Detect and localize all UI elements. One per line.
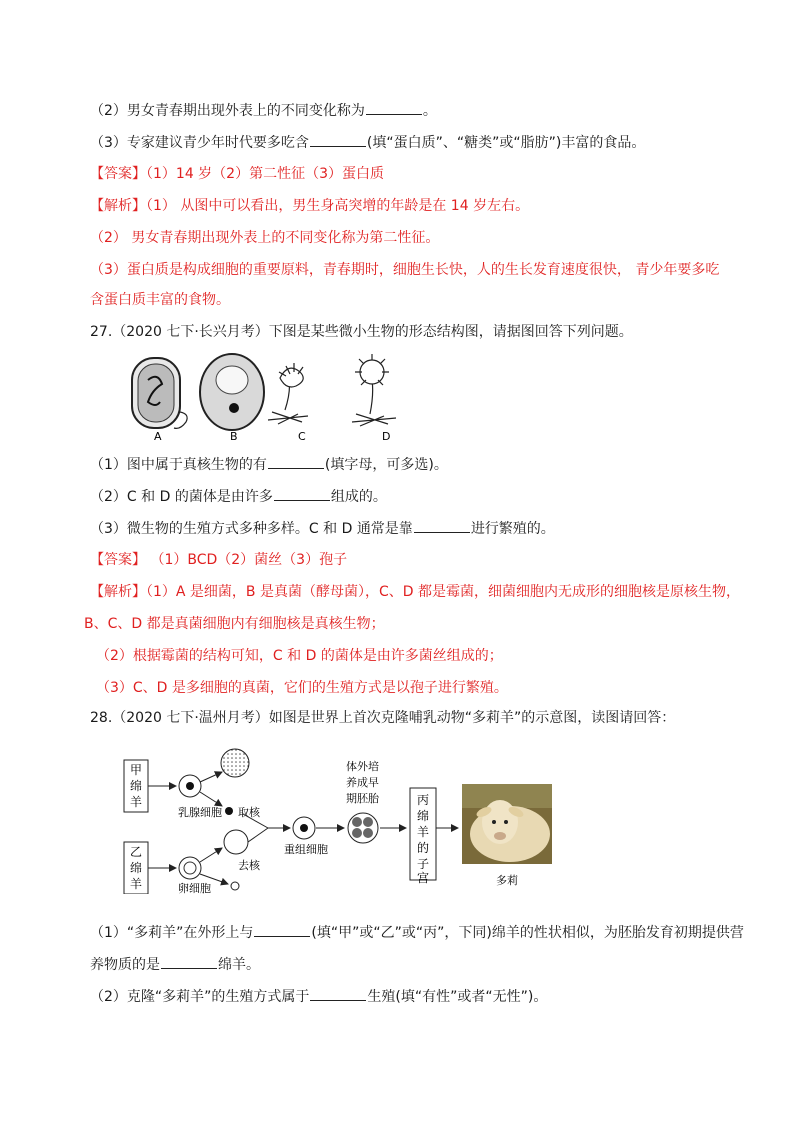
dolly-sheep-photo xyxy=(462,784,552,864)
uterus-label-6: 宫 xyxy=(416,871,430,885)
culture-label-3: 期胚胎 xyxy=(346,792,379,805)
bacterium-a-icon xyxy=(132,358,187,428)
removed-nucleus-icon xyxy=(231,882,239,890)
uterus-label-2: 绵 xyxy=(416,809,430,823)
q27-part3: （3）微生物的生殖方式多种多样。C 和 D 通常是靠 进行繁殖的。 xyxy=(90,518,555,539)
q28-stem: 28.（2020 七下·温州月考）如图是世界上首次克隆哺乳动物“多莉羊”的示意图，读图请回答： xyxy=(90,710,676,726)
q27-analysis-3: （3）C、D 是多细胞的真菌，它们的生殖方式是以孢子进行繁殖。 xyxy=(96,680,508,696)
nucleus-icon xyxy=(225,807,233,815)
q27-analysis-1a: 【解析】（1）A 是细菌，B 是真菌（酵母菌），C、D 都是霉菌，细菌细胞内无成形的细胞核是原核生物， xyxy=(90,584,740,600)
uterus-label-1: 丙 xyxy=(416,793,430,807)
q27-answer: 【答案】 （1）BCD（2）菌丝（3）孢子 xyxy=(90,552,348,568)
yeast-b-icon xyxy=(200,354,264,430)
take-nucleus-label: 取核 xyxy=(238,806,260,819)
answer-blank[interactable] xyxy=(268,454,324,469)
answer-blank[interactable] xyxy=(310,986,366,1001)
uterus-label-5: 子 xyxy=(416,857,430,871)
uterus-label-4: 的 xyxy=(416,841,430,855)
answer-blank[interactable] xyxy=(310,132,366,147)
culture-label-1: 体外培 xyxy=(346,760,379,773)
microbe-figure xyxy=(120,350,440,444)
mold-d-icon xyxy=(352,354,396,426)
cloning-diagram xyxy=(118,736,568,894)
uterus-label-3: 羊 xyxy=(416,825,430,839)
enucleated-cytoplasm-icon xyxy=(221,749,249,777)
sheep-a-label-1: 甲 xyxy=(129,763,143,777)
sheep-b-label-1: 乙 xyxy=(129,845,143,859)
fig-label-c: C xyxy=(298,430,306,443)
dolly-label: 多莉 xyxy=(496,874,518,887)
sheep-a-label-3: 羊 xyxy=(129,795,143,809)
q26-answer: 【答案】（1）14 岁（2）第二性征（3）蛋白质 xyxy=(90,166,384,182)
q26-analysis-1: 【解析】（1） 从图中可以看出，男生身高突增的年龄是在 14 岁左右。 xyxy=(90,198,530,214)
answer-blank[interactable] xyxy=(274,486,330,501)
q27-analysis-1b: B、C、D 都是真菌细胞内有细胞核是真核生物； xyxy=(84,616,385,632)
answer-blank[interactable] xyxy=(366,100,422,115)
q28-part1b: 养物质的是 绵羊。 xyxy=(90,954,260,975)
recombined-label: 重组细胞 xyxy=(284,843,328,856)
culture-label-2: 养成早 xyxy=(346,776,379,789)
q28-part2: （2）克隆“多莉羊”的生殖方式属于 生殖(填“有性”或者“无性”)。 xyxy=(90,986,547,1007)
q27-part1: （1）图中属于真核生物的有 (填字母，可多选)。 xyxy=(90,454,448,475)
q27-part2: （2）C 和 D 的菌体是由许多 组成的。 xyxy=(90,486,387,507)
answer-blank[interactable] xyxy=(161,954,217,969)
answer-blank[interactable] xyxy=(414,518,470,533)
q27-stem: 27.（2020 七下·长兴月考）下图是某些微小生物的形态结构图，请据图回答下列问题。 xyxy=(90,324,633,340)
q26-part2: （2）男女青春期出现外表上的不同变化称为 。 xyxy=(90,100,437,121)
q26-analysis-3b: 含蛋白质丰富的食物。 xyxy=(90,292,230,308)
figure-box-labels: 甲绵羊 乙绵羊 丙绵羊的子宫 xyxy=(0,1108,13,1109)
egg-label: 卵细胞 xyxy=(178,882,211,894)
q27-analysis-2: （2）根据霉菌的结构可知，C 和 D 的菌体是由许多菌丝组成的； xyxy=(96,648,503,664)
fig-label-b: B xyxy=(230,430,238,443)
fig-label-a: A xyxy=(154,430,162,443)
mold-c-icon xyxy=(268,363,308,424)
answer-blank[interactable] xyxy=(254,922,310,937)
fig-label-d: D xyxy=(382,430,391,443)
remove-nucleus-label: 去核 xyxy=(238,859,260,872)
early-embryo-icon xyxy=(348,813,378,843)
q26-analysis-2: （2） 男女青春期出现外表上的不同变化称为第二性征。 xyxy=(90,230,440,246)
mammary-label: 乳腺细胞 xyxy=(178,806,222,819)
sheep-b-label-2: 绵 xyxy=(129,861,143,875)
enucleated-egg-icon xyxy=(224,830,248,854)
q28-part1a: （1）“多莉羊”在外形上与 (填“甲”或“乙”或“丙”，下同)绵羊的性状相似，为胚胎发育初期提供营 xyxy=(90,922,744,943)
sheep-b-label-3: 羊 xyxy=(129,877,143,891)
sheep-a-label-2: 绵 xyxy=(129,779,143,793)
q26-part3: （3）专家建议青少年时代要多吃含 (填“蛋白质”、“糖类”或“脂肪”)丰富的食品。 xyxy=(90,132,645,153)
q26-analysis-3a: （3）蛋白质是构成细胞的重要原料，青春期时，细胞生长快，人的生长发育速度很快， 青少年要多吃 xyxy=(90,262,720,278)
